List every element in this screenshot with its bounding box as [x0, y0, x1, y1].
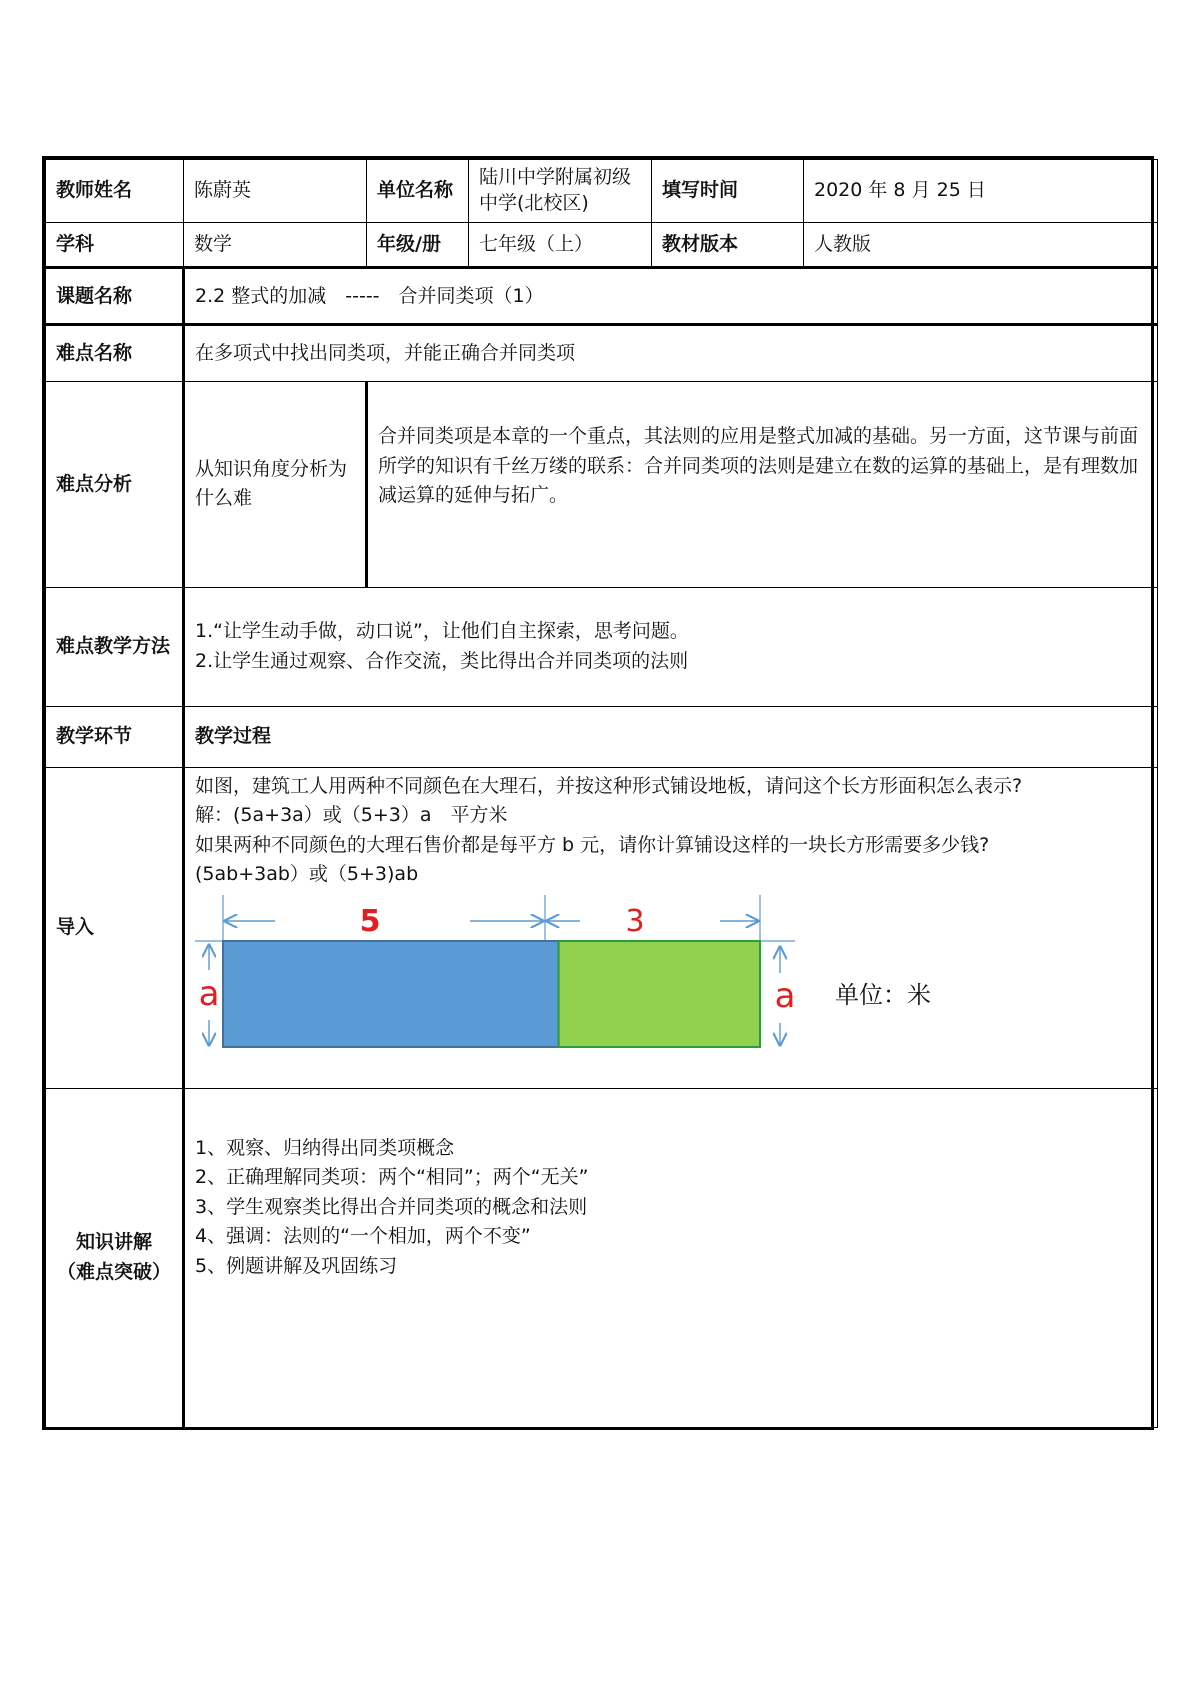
knowledge-line-4: 4、强调：法则的“一个相加，两个不变”	[195, 1225, 531, 1248]
teacher-label: 教师姓名	[46, 160, 184, 223]
method-label: 难点教学方法	[46, 587, 184, 706]
knowledge-line-2: 2、正确理解同类项：两个“相同”；两个“无关”	[195, 1166, 589, 1189]
unit-value: 陆川中学附属初级中学(北校区)	[469, 160, 652, 223]
method-line-2: 2.让学生通过观察、合作交流，类比得出合并同类项的法则	[195, 649, 689, 672]
time-value: 2020 年 8 月 25 日	[804, 160, 1158, 223]
knowledge-line-5: 5、例题讲解及巩固练习	[195, 1254, 398, 1277]
intro-content	[184, 767, 1158, 1088]
knowledge-label-line1: 知识讲解	[75, 1231, 152, 1254]
intro-line-2: 解：(5a+3a）或（5+3）a 平方米	[195, 804, 508, 827]
green-rectangle	[559, 941, 760, 1047]
intro-label: 导入	[46, 767, 184, 1088]
knowledge-content	[184, 1088, 1158, 1427]
grade-label: 年级/册	[367, 223, 469, 268]
label-3: 3	[625, 904, 645, 940]
label-a-right: a	[774, 976, 796, 1017]
area-diagram	[195, 895, 1147, 1065]
process-header-label: 教学环节	[46, 706, 184, 767]
subject-value: 数学	[184, 223, 367, 268]
analysis-sub-label: 从知识角度分析为什么难	[184, 382, 367, 587]
knowledge-label	[46, 1088, 184, 1427]
knowledge-line-3: 3、学生观察类比得出合并同类项的概念和法则	[195, 1195, 588, 1218]
knowledge-label-line2: （难点突破）	[56, 1260, 171, 1283]
lesson-plan-grid	[45, 159, 1158, 1428]
intro-line-4: (5ab+3ab）或（5+3)ab	[195, 862, 419, 885]
lesson-plan-table	[42, 156, 1154, 1430]
method-lines	[184, 587, 1158, 706]
edition-label: 教材版本	[652, 223, 804, 268]
unit-label: 单位：米	[835, 981, 931, 1010]
time-label: 填写时间	[652, 160, 804, 223]
unit-label: 单位名称	[367, 160, 469, 223]
area-diagram-svg	[195, 895, 1075, 1065]
topic-label: 课题名称	[46, 268, 184, 325]
intro-line-3: 如果两种不同颜色的大理石售价都是每平方 b 元，请你计算铺设这样的一块长方形需要多少钱?	[195, 833, 990, 856]
label-a-left: a	[198, 974, 220, 1015]
process-header-value: 教学过程	[184, 706, 1158, 767]
subject-label: 学科	[46, 223, 184, 268]
teacher-value: 陈蔚英	[184, 160, 367, 223]
difficulty-label: 难点名称	[46, 325, 184, 382]
knowledge-line-1: 1、观察、归纳得出同类项概念	[195, 1136, 455, 1159]
intro-line-1: 如图，建筑工人用两种不同颜色在大理石，并按这种形式铺设地板，请问这个长方形面积怎么表示?	[195, 774, 1023, 797]
analysis-value: 合并同类项是本章的一个重点，其法则的应用是整式加减的基础。另一方面，这节课与前面所学的知识有千丝万缕的联系：合并同类项的法则是建立在数的运算的基础上，是有理数加减运算的延伸与拓广。	[367, 382, 1158, 587]
difficulty-value: 在多项式中找出同类项，并能正确合并同类项	[184, 325, 1158, 382]
analysis-label: 难点分析	[46, 382, 184, 587]
topic-value: 2.2 整式的加减 ----- 合并同类项（1）	[184, 268, 1158, 325]
grade-value: 七年级（上）	[469, 223, 652, 268]
method-line-1: 1.“让学生动手做，动口说”，让他们自主探索，思考问题。	[195, 620, 689, 643]
edition-value: 人教版	[804, 223, 1158, 268]
blue-rectangle	[223, 941, 559, 1047]
label-5: 5	[359, 904, 381, 940]
